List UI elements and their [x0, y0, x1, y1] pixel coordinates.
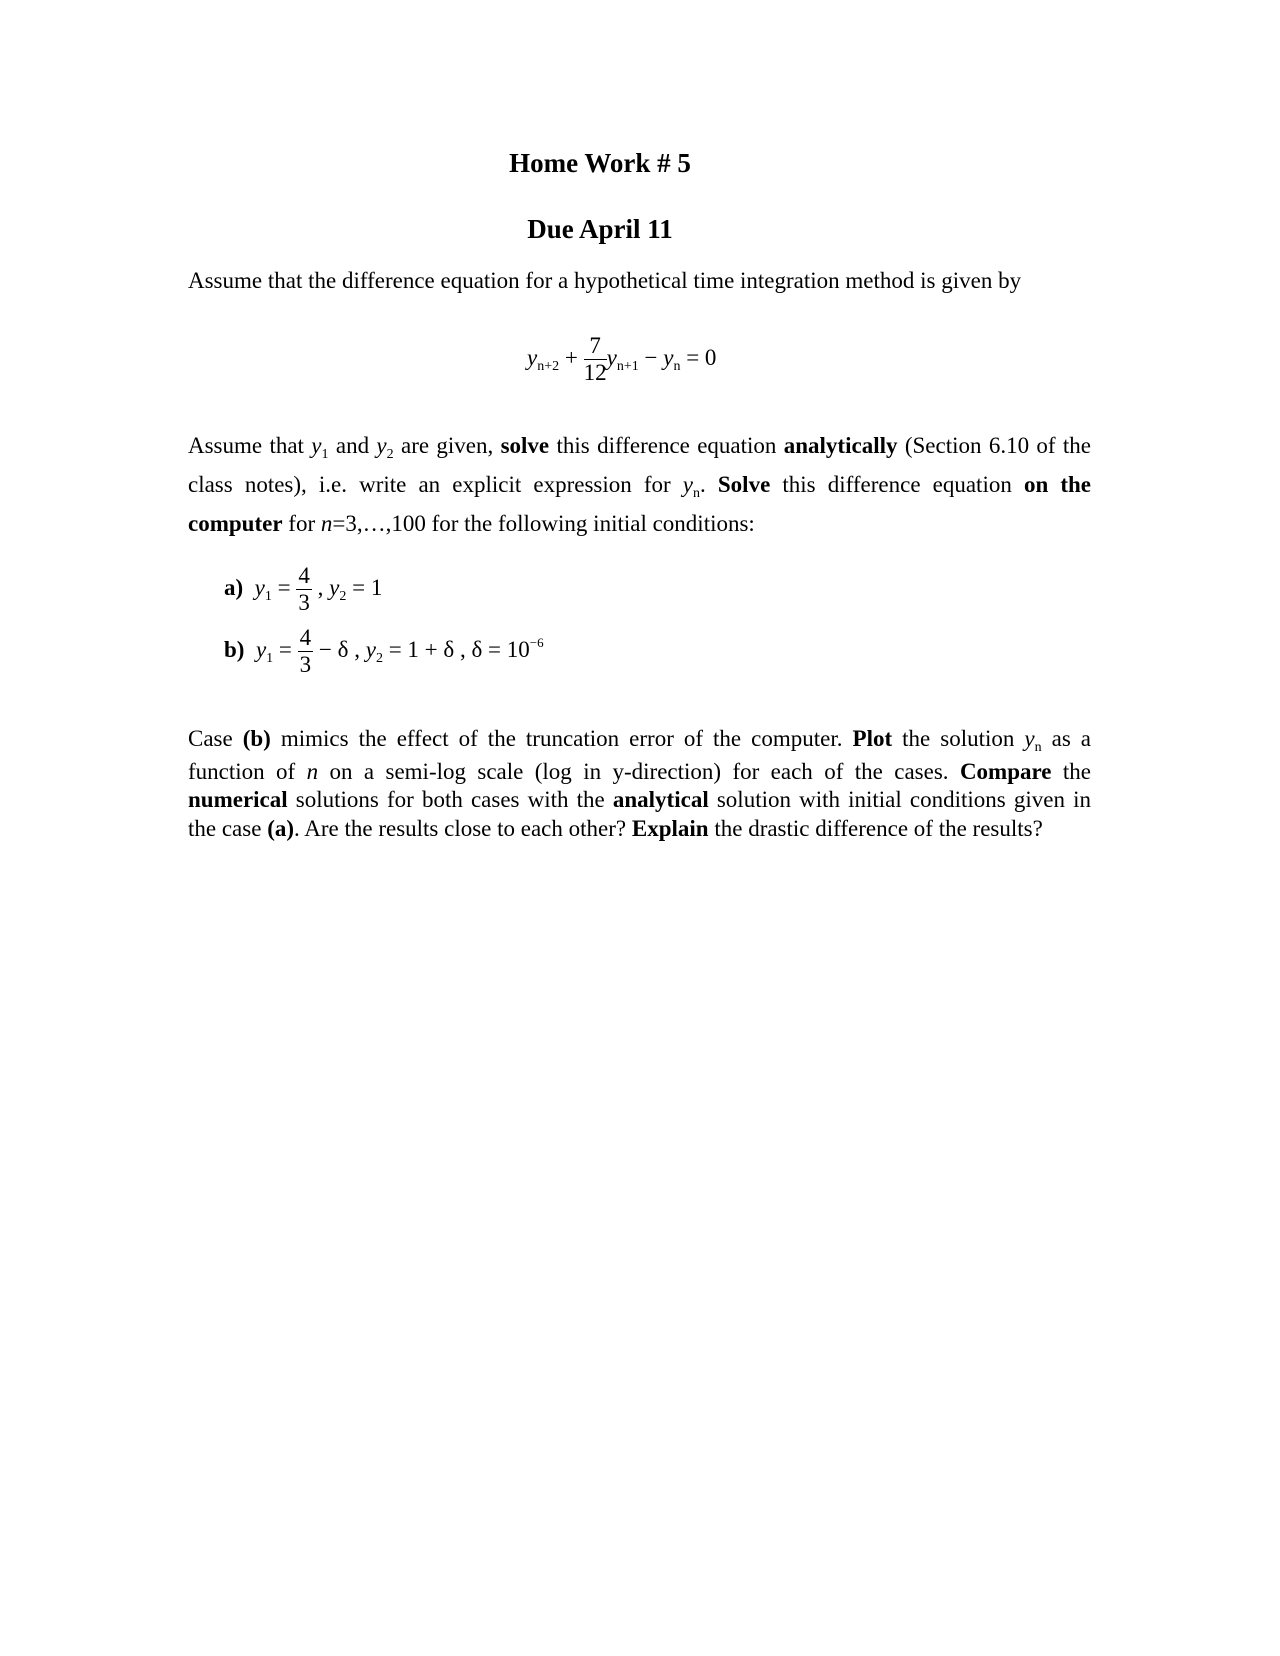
problem-paragraph: Assume that $y_1$ and $y_2$ are given, solve this difference equation analytically (Section 6.10 of the class notes), i.e. write an explicit expression for $y_n$. Solve this difference equation on the computer for n=3,…,100 for the following initial conditions:	[188, 433, 1092, 536]
difference-equation: $y_{n+2}$ + $\frac{7}{12}$ $y_{n+1} - y_n = 0$	[527, 333, 717, 385]
case-b-condition: b) $y_1$ = $\frac{4}{3}$ − δ , $y_2 = 1 + \delta$ , $\delta = 10^{-6}$	[224, 625, 544, 677]
page-title: Home Work # 5	[509, 148, 691, 178]
due-date: Due April 11	[527, 214, 673, 244]
case-a-condition: a) $y_1$ = $\frac{4}{3}$ , $y_2 = 1$	[224, 563, 383, 615]
instructions-paragraph: Case (b) mimics the effect of the truncation error of the computer. Plot the solution $y_n$ as a function of n on a semi-log scale (log in y-direction) for each of the cases. Compare the numerical solutions for both cases with the analytical solution with initial conditions given in the case (a). Are the results close to each other? Explain the drastic difference of the results?	[188, 726, 1091, 841]
intro-paragraph: Assume that the difference equation for a hypothetical time integration method is given by	[188, 268, 1022, 293]
fraction-7-12: $\frac{7}{12}$	[583, 333, 607, 385]
